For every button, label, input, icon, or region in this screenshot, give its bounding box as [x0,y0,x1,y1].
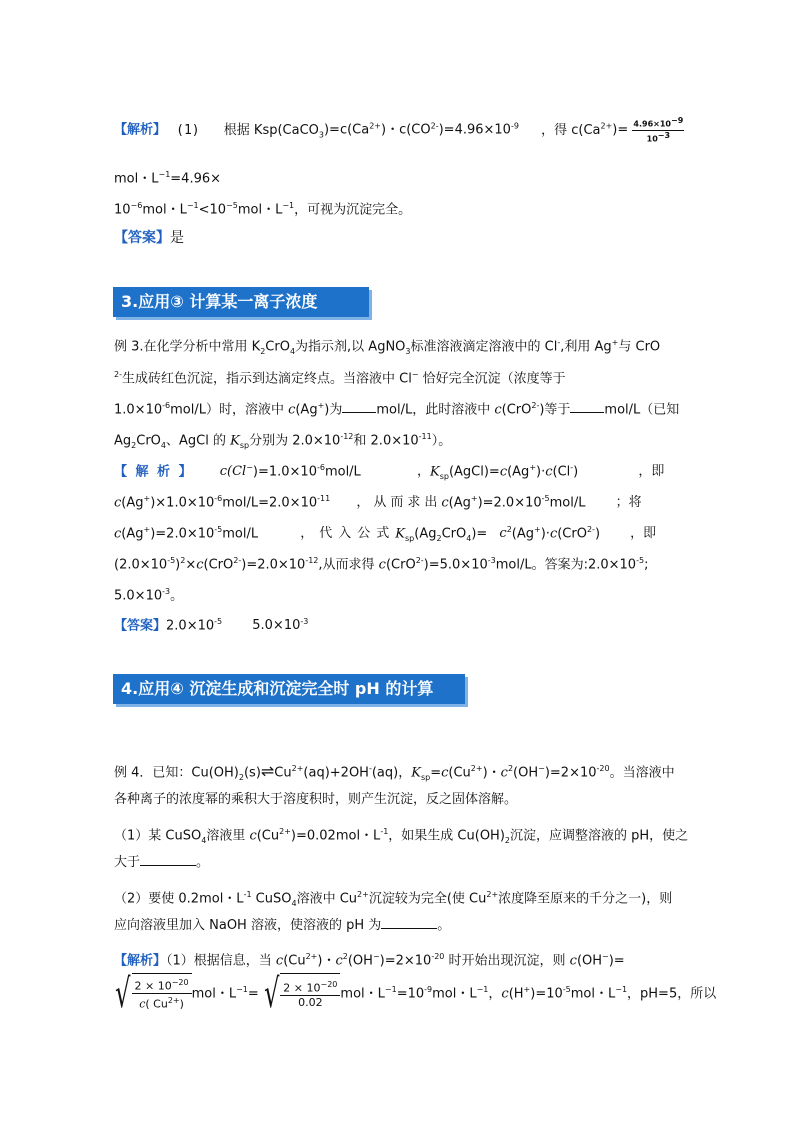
analysis-line-1: 【解析】 (1) 根据 $Ksp(CaCO_3)=c(Ca^{2+})$・$c(CO^{2-})=4.96\times 10^{-9}$ ，得 $c(Ca^{2+})=$ $\frac{4.96\times 10-9}{10-3}$ [114,116,684,144]
example-4-line-2: 各种离子的浓度幂的乘积大于溶度积时，则产生沉淀，反之固体溶解。 [114,792,518,807]
section-banner-3: 3.应用③ 计算某一离子浓度 [113,287,369,317]
fraction: $\frac{4.96\times 10-9}{10-3}$ [633,116,684,144]
square-root-2: √ $\frac{2 \times 10^{-20}}{0.02}$ [259,973,341,1014]
question-2-line-2: 应向溶液里加入 NaOH 溶液，使溶液的 pH 为 。 [114,918,451,933]
example-3-analysis-1: 【 解 析 】 $c(Cl^-)=1.0\times 10^{-6}mol/L$ ，$K_{sp}(AgCl)=c(Ag^+)\cdot c(Cl^-)$ ，即 [114,463,665,481]
analysis-line-3: $10^{-6}mol$・$L^{-1}<10^{-5}mol$・$L^{-1}$，可视为沉淀完全。 [114,201,412,218]
example-3-line-1: 例 3.在化学分析中常用 $K_2CrO_4$为指示剂,以 AgNO$_3$标准溶液滴定溶液中的 Cl-,利用 Ag+与 CrO [114,338,661,356]
analysis-tag: 【解析】 [114,122,167,138]
example-3-answer: 【答案】$2.0\times 10^{-5}$ $5.0\times 10^{-3}$ [114,617,309,634]
blank-2 [570,400,604,413]
answer-blank-1[interactable] [140,853,196,866]
answer-blank-2[interactable] [381,916,437,929]
example-4-analysis-2: √ $\frac{2 \times 10^{-20}}{c( Cu^{2+})}$ mol・$L^{-1}=$ √ $\frac{2 \times 10^{-20}}{0.02}$ mol・$L^{-1}=10^{-9}mol$・$L^{-1}$，$c(H^+)=10^{-5}mol$・$L^{-1}$，pH=5，所以 [110,970,716,1014]
analysis-line-2: mol・$L^{-1}=4.96\times$ [114,170,222,187]
answer-tag: 【答案】 [114,230,170,246]
square-root-1: √ $\frac{2 \times 10^{-20}}{c( Cu^{2+})}$ [110,973,192,1014]
example-4-line-1: 例 4．已知：$Cu(OH)_2(s)\rightleftharpoons Cu^{2+}(aq)+2OH^-(aq)$，$K_{sp}=c(Cu^{2+})$・$c^2(OH^-)=2\times 10^{-20}$。当溶液中 [114,761,675,782]
question-1-line-1: （1）某 CuSO$_4$溶液里 $c(Cu^{2+})=0.02mol$・$L^{-1}$，如果生成 $Cu(OH)_2$沉淀，应调整溶液的 pH，使之 [114,827,689,845]
example-3-line-2: $^{2-}$生成砖红色沉淀，指示到达滴定终点。当溶液中 Cl− 恰好完全沉淀（浓度等于 [114,370,566,387]
question-1-line-2: 大于 。 [114,855,210,870]
question-2-line-1: （2）要使 0.2mol・$L^{-1}$ CuSO$_4$溶液中 $Cu^{2+}$沉淀较为完全(使 $Cu^{2+}$浓度降至原来的千分之一)，则 [114,890,673,908]
answer-line-1: 【答案】是 [114,230,184,246]
section-banner-4: 4.应用④ 沉淀生成和沉淀完全时 pH 的计算 [113,674,465,704]
example-3-line-4: $Ag_2CrO_4$、AgCl 的 $K_{sp}$分别为 $2.0\times 10^{-12}$和 $2.0\times 10^{-11}$）。 [114,432,452,450]
example-3-line-3: $1.0\times 10^{-6}mol/L$）时，溶液中 c(Ag+)为 mol/L，此时溶液中 c(CrO$^{2-}$)等于 mol/L（已知 [114,401,680,418]
example-3-analysis-4: $(2.0\times 10^{-5})^2\times c(CrO^{2-})=2.0\times 10^{-12}$,从而求得 $c(CrO^{2-})=5.0\times 10^{-3}mol/L$。答案为$:2.0\times 10^{-5}$; [114,556,649,573]
example-4-analysis-1: 【解析】（1）根据信息，当 $c(Cu^{2+})$・$c^2(OH^-)=2\times 10^{-20}$ 时开始出现沉淀，则 c(OH−)= [114,952,625,969]
blank-1 [342,400,376,413]
example-3-analysis-2: $c(Ag^+)\times 1.0\times 10^{-6}mol/L=2.0\times 10^{-11}$ ，从而求出$c(Ag^+)=2.0\times 10^{-5}mol/L$ ；将 [114,494,642,511]
example-3-analysis-3: $c(Ag^+)=2.0\times 10^{-5}mol/L$ ，代入公式$K_{sp}(Ag_2CrO_4)= c^2(Ag^+)\cdot c(CrO^{2-})$ ，即 [114,525,657,543]
example-3-analysis-5: $5.0\times 10^{-3}$。 [114,587,184,604]
